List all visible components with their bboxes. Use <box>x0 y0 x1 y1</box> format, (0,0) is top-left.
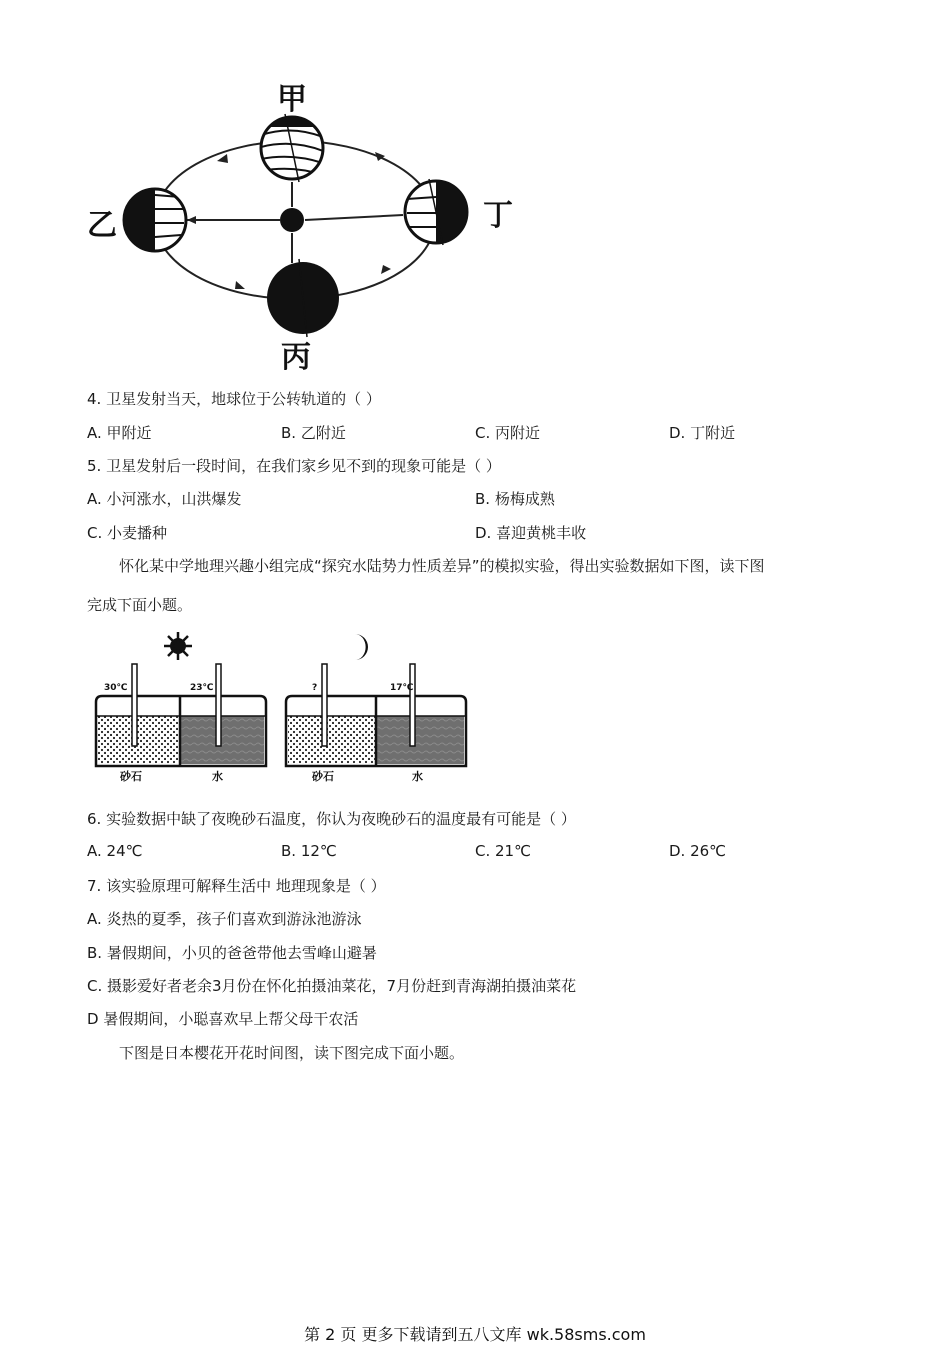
earth-orbit-figure <box>85 75 535 375</box>
day-sand-label: 砂石 <box>120 770 142 783</box>
orbit-arrow-icon <box>381 265 391 274</box>
orbit-arrow-icon <box>217 154 228 163</box>
q5-option-b[interactable]: B. 杨梅成熟 <box>475 490 555 508</box>
q4-option-c[interactable]: C. 丙附近 <box>475 424 541 442</box>
q5-option-d[interactable]: D. 喜迎黄桃丰收 <box>475 524 587 542</box>
question-7-stem: 7. 该实验原理可解释生活中 地理现象是（ ） <box>87 877 386 895</box>
day-tank <box>96 664 266 766</box>
q4-option-d[interactable]: D. 丁附近 <box>669 424 736 442</box>
page-footer: 第 2 页 更多下载请到五八文库 wk.58sms.com <box>304 1325 646 1344</box>
earth-jia <box>261 114 323 182</box>
experiment-intro-line1: 怀化某中学地理兴趣小组完成“探究水陆势力性质差异”的模拟实验，得出实验数据如下图，读下图 <box>119 557 765 575</box>
q7-option-d[interactable]: D 暑假期间，小聪喜欢早上帮父母干农活 <box>87 1010 359 1028</box>
earth-yi <box>124 189 186 251</box>
experiment-figure <box>88 628 478 788</box>
earth-bing <box>267 259 339 337</box>
q4-option-a[interactable]: A. 甲附近 <box>87 424 152 442</box>
q6-option-b[interactable]: B. 12℃ <box>281 842 337 860</box>
night-tank <box>286 664 466 766</box>
label-bing: 丙 <box>281 340 311 375</box>
sakura-intro: 下图是日本樱花开花时间图，读下图完成下面小题。 <box>119 1044 465 1062</box>
label-yi: 乙 <box>87 208 117 243</box>
label-ding: 丁 <box>483 198 513 233</box>
night-water-label: 水 <box>412 770 423 783</box>
q4-option-b[interactable]: B. 乙附近 <box>281 424 346 442</box>
q5-option-c[interactable]: C. 小麦播种 <box>87 524 168 542</box>
q6-option-a[interactable]: A. 24℃ <box>87 842 143 860</box>
night-sand-temp: ? <box>312 683 318 693</box>
q7-option-c[interactable]: C. 摄影爱好者老余3月份在怀化拍摄油菜花，7月份赶到青海湖拍摄油菜花 <box>87 977 577 995</box>
question-6-stem: 6. 实验数据中缺了夜晚砂石温度，你认为夜晚砂石的温度最有可能是（ ） <box>87 810 576 828</box>
earth-ding <box>405 179 467 245</box>
orbit-arrow-icon <box>235 281 245 289</box>
day-water-temp: 23℃ <box>190 683 214 693</box>
q7-option-a[interactable]: A. 炎热的夏季，孩子们喜欢到游泳池游泳 <box>87 910 362 928</box>
day-sand-temp: 30℃ <box>104 683 128 693</box>
night-water-temp: 17℃ <box>390 683 414 693</box>
question-5-stem: 5. 卫星发射后一段时间，在我们家乡见不到的现象可能是（ ） <box>87 457 501 475</box>
q6-option-c[interactable]: C. 21℃ <box>475 842 531 860</box>
night-sand-label: 砂石 <box>312 770 334 783</box>
experiment-intro-line2: 完成下面小题。 <box>87 596 193 614</box>
sun-icon <box>164 632 192 660</box>
q6-option-d[interactable]: D. 26℃ <box>669 842 727 860</box>
label-jia: 甲 <box>277 82 307 117</box>
q5-option-a[interactable]: A. 小河涨水，山洪爆发 <box>87 490 242 508</box>
q7-option-b[interactable]: B. 暑假期间，小贝的爸爸带他去雪峰山避暑 <box>87 944 377 962</box>
sun <box>280 208 304 232</box>
day-water-label: 水 <box>212 770 223 783</box>
moon-icon <box>355 634 368 660</box>
question-4-stem: 4. 卫星发射当天，地球位于公转轨道的（ ） <box>87 390 381 408</box>
